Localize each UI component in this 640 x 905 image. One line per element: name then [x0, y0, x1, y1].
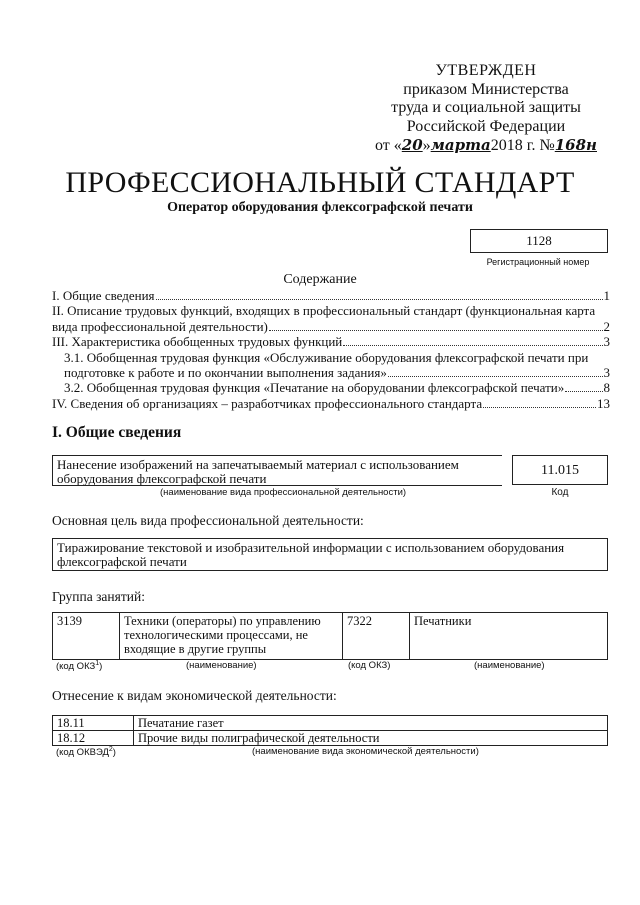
toc-item-page: 3	[603, 365, 610, 381]
footnote-ref: 1	[95, 660, 100, 667]
group-label: Группа занятий:	[52, 589, 145, 604]
toc-item-page: 3	[603, 334, 610, 350]
caption-text: (код ОКВЭД	[56, 747, 109, 759]
okved-code-caption	[56, 746, 116, 758]
okz-name-caption: (наименование)	[474, 660, 545, 671]
date-sep: »	[422, 137, 431, 154]
okz-name: Печатники	[410, 613, 608, 660]
toc-leader	[343, 345, 602, 346]
table-of-contents	[52, 288, 610, 411]
okved-name: Печатание газет	[134, 716, 608, 731]
toc-item[interactable]	[52, 396, 610, 411]
toc-leader	[388, 376, 603, 377]
toc-item-text: II. Описание трудовых функций, входящих в профессиональный стандарт (функциональная карта	[52, 303, 596, 319]
toc-leader	[156, 299, 603, 300]
toc-leader	[483, 407, 596, 408]
okz-name: Техники (операторы) по управлению технологическими процессами, не входящие в другие группы	[120, 613, 343, 660]
main-goal: Тиражирование текстовой и изобразительной информации с использованием оборудования флексографской печати	[52, 538, 608, 571]
toc-item-text: 3.1. Обобщенная трудовая функция «Обслуживание оборудования флексографской печати при	[64, 349, 589, 365]
toc-item-text: I. Общие сведения	[52, 288, 155, 303]
table-row	[53, 613, 608, 660]
document-subtitle: Оператор оборудования флексографской печати	[167, 200, 473, 215]
registration-number: 1128	[470, 229, 608, 253]
economic-activities-table	[52, 715, 608, 746]
handwritten-order-number: 168н	[554, 136, 597, 154]
caption-text: (код ОКЗ	[56, 661, 96, 673]
toc-leader	[565, 391, 602, 392]
toc-leader	[269, 330, 603, 331]
caption-text: )	[112, 747, 116, 759]
approval-block	[370, 62, 602, 156]
toc-item-text: IV. Сведения об организациях – разработчиках профессионального стандарта	[52, 395, 483, 411]
occupation-groups-table	[52, 612, 608, 660]
handwritten-day: 20	[401, 136, 423, 154]
toc-item[interactable]	[52, 334, 610, 349]
toc-item-text-cont: подготовке к работе и по окончании выполнения задания»	[64, 365, 387, 381]
okved-code: 18.11	[53, 716, 134, 731]
main-goal-label: Основная цель вида профессиональной деятельности:	[52, 513, 364, 528]
registration-label: Регистрационный номер	[486, 257, 590, 267]
caption-text: )	[99, 661, 103, 673]
okz-code-caption	[56, 660, 102, 672]
table-row	[53, 731, 608, 746]
toc-item[interactable]	[52, 303, 610, 334]
activity-code: 11.015	[512, 455, 608, 485]
okz-code-caption: (код ОКЗ)	[348, 660, 391, 671]
okved-name: Прочие виды полиграфической деятельности	[134, 731, 608, 746]
toc-item-text-cont: вида профессиональной деятельности)	[52, 318, 268, 334]
okz-code: 3139	[53, 613, 120, 660]
toc-item[interactable]	[52, 288, 610, 303]
toc-item[interactable]	[52, 350, 610, 381]
activity-name: Нанесение изображений на запечатываемый материал с использованием оборудования флексографской печати	[52, 455, 502, 485]
toc-item-text: III. Характеристика обобщенных трудовых функций	[52, 334, 343, 350]
table-row	[53, 716, 608, 731]
toc-item-page: 1	[603, 288, 610, 303]
okz-code: 7322	[343, 613, 410, 660]
code-caption: Код	[551, 487, 569, 498]
toc-item-page: 2	[603, 318, 610, 334]
okved-code: 18.12	[53, 731, 134, 746]
approval-line: приказом Министерства	[403, 80, 569, 98]
toc-heading: Содержание	[283, 272, 357, 287]
toc-item-page: 13	[597, 395, 610, 411]
date-prefix: от «	[375, 137, 402, 154]
footnote-ref: 2	[108, 746, 113, 753]
toc-item-page: 8	[603, 380, 610, 396]
okz-name-caption: (наименование)	[186, 660, 257, 671]
approval-line: Российской Федерации	[406, 117, 566, 135]
section-heading: I. Общие сведения	[52, 424, 182, 441]
okved-name-caption: (наименование вида экономической деятельности)	[252, 746, 479, 757]
approval-title: УТВЕРЖДЕН	[435, 62, 537, 79]
toc-item-text: 3.2. Обобщенная трудовая функция «Печатание на оборудовании флексографской печати»	[64, 380, 565, 396]
activity-caption: (наименование вида профессиональной деятельности)	[160, 487, 407, 498]
approval-line: труда и социальной защиты	[391, 99, 581, 116]
date-year: 2018 г. №	[490, 137, 555, 154]
toc-item[interactable]	[52, 380, 610, 395]
econ-label: Отнесение к видам экономической деятельности:	[52, 688, 337, 703]
approval-date-line	[370, 136, 602, 156]
handwritten-month: марта	[430, 136, 491, 154]
document-title: ПРОФЕССИОНАЛЬНЫЙ СТАНДАРТ	[65, 166, 575, 199]
divider	[52, 485, 502, 486]
